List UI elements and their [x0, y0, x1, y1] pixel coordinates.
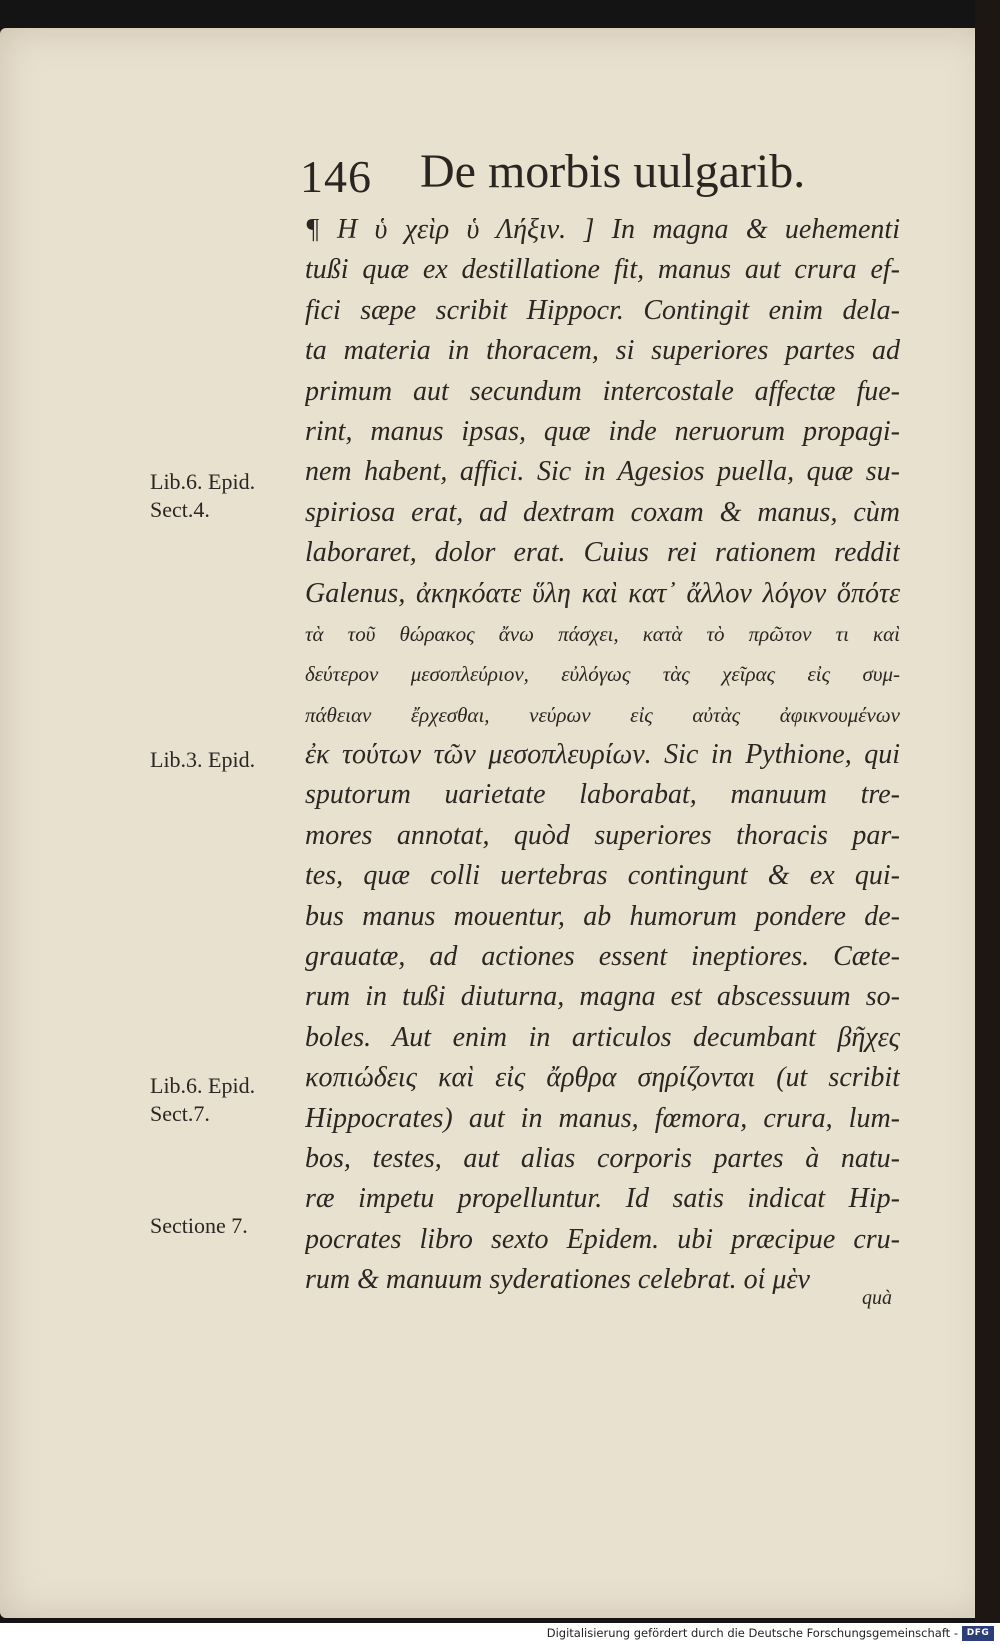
- text-line: fici sæpe scribit Hippocr. Contingit enim dela-: [305, 294, 900, 326]
- catchword: quà: [862, 1287, 892, 1309]
- text-line: laboraret, dolor erat. Cuius rei rationem reddit: [305, 537, 900, 569]
- text-line: ¶ Η ὑ χεὶρ ὑ Λήξιν. ] In magna & uehementi: [305, 214, 900, 245]
- text-line: Galenus, ἀκηκόατε ὕλη καὶ κατ᾽ ἄλλον λόγον ὅπότε: [305, 577, 900, 609]
- margin-note: Lib.3. Epid.: [150, 747, 256, 772]
- text-line: tes, quæ colli uertebras contingunt & ex qui-: [305, 860, 900, 892]
- main-text: [305, 210, 900, 1301]
- page-edge: [975, 0, 1000, 1645]
- text-line: rum in tußi diuturna, magna est abscessuum so-: [305, 981, 900, 1013]
- running-title: De morbis uulgarib.: [420, 145, 806, 198]
- text-line: boles. Aut enim in articulos decumbant βῆχες: [305, 1021, 900, 1053]
- text-line: nem habent, affici. Sic in Agesios puella, quæ su-: [305, 456, 900, 488]
- text-line: pocrates libro sexto Epidem. ubi præcipue cru-: [305, 1223, 900, 1255]
- text-line: ta materia in thoracem, si superiores partes ad: [305, 335, 900, 367]
- running-head: [300, 145, 860, 210]
- footer-bar: [0, 1623, 1000, 1645]
- text-line: κοπιώδεις καὶ εἰς ἄρθρα σηρίζονται (ut scribit: [305, 1062, 900, 1094]
- text-line: bos, testes, aut alias corporis partes à natu-: [305, 1142, 900, 1174]
- text-line: Hippocrates) aut in manus, fœmora, crura, lum-: [305, 1102, 900, 1134]
- margin-note: Sectione 7.: [150, 1213, 248, 1238]
- margin-note: Sect.4.: [150, 497, 210, 522]
- text-line: ἐκ τούτων τῶν μεσοπλευρίων. Sic in Pythione, qui: [305, 739, 900, 771]
- text-line-greek: πάθειαν ἔρχεσθαι, νεύρων εἰς αὐτὰς ἀφικνουμένων: [305, 702, 900, 727]
- margin-note: Sect.7.: [150, 1101, 210, 1126]
- dfg-logo: DFG: [962, 1626, 994, 1641]
- text-line-greek: τὰ τοῦ θώρακος ἄνω πάσχει, κατὰ τὸ πρῶτον τι καὶ: [305, 621, 900, 646]
- margin-note: Lib.6. Epid.: [150, 469, 256, 494]
- text-line: grauatæ, ad actiones essent ineptiores. Cæte-: [305, 941, 900, 973]
- text-line: rum & manuum syderationes celebrat. οἱ μὲν: [305, 1264, 810, 1296]
- text-line: sputorum uarietate laborabat, manuum tre-: [305, 779, 900, 811]
- funding-notice: Digitalisierung gefördert durch die Deutsche Forschungsgemeinschaft -: [546, 1626, 958, 1640]
- text-line: rint, manus ipsas, quæ inde neruorum propagi-: [305, 415, 900, 447]
- text-line: spiriosa erat, ad dextram coxam & manus, cùm: [305, 496, 900, 528]
- text-line: mores annotat, quòd superiores thoracis par-: [305, 819, 900, 851]
- text-line: tußi quæ ex destillatione fit, manus aut crura ef-: [305, 254, 900, 286]
- text-line: bus manus mouentur, ab humorum pondere de-: [305, 900, 900, 932]
- text-line: primum aut secundum intercostale affectæ fue-: [305, 375, 900, 407]
- page-number: 146: [300, 151, 372, 202]
- text-line-greek: δεύτερον μεσοπλεύριον, εὐλόγως τὰς χεῖρας εἰς συμ-: [305, 662, 900, 687]
- margin-note: Lib.6. Epid.: [150, 1073, 256, 1098]
- text-line: ræ impetu propelluntur. Id satis indicat Hip-: [305, 1183, 900, 1215]
